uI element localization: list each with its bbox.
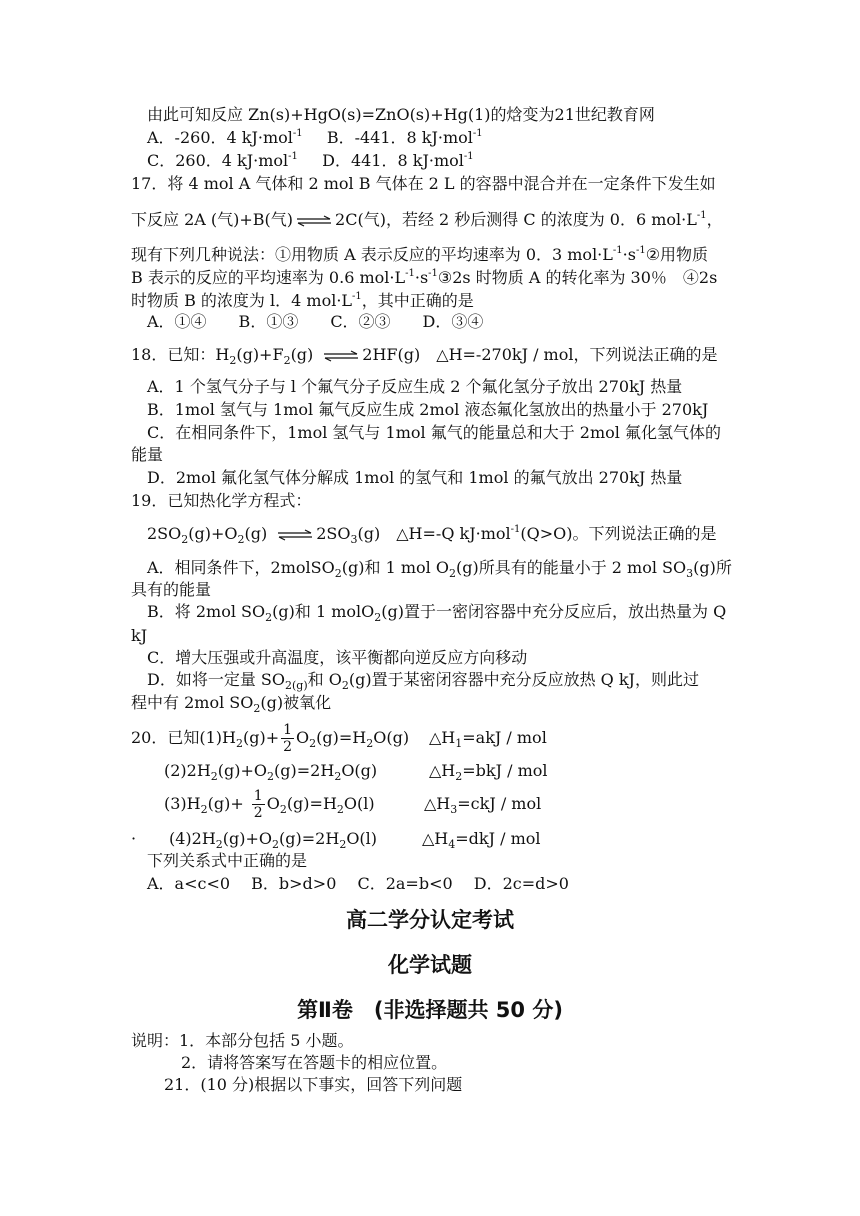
subject-title: 化学试题 xyxy=(388,953,472,977)
q17-line2: 下反应 2A (气)+B(气) 2C(气)，若经 2 秒后测得 C 的浓度为 0．6 $mol\cdot L^{-1}$， xyxy=(131,210,723,229)
q18-option-c: C．在相同条件下，1mol 氢气与 1mol 氟气的能量总和大于 2mol 氟化氢气体的 xyxy=(147,423,721,442)
equilibrium-arrow-icon xyxy=(296,215,332,227)
q18-option-b: B．1mol 氢气与 1mol 氟气反应生成 2mol 液态氟化氢放出的热量小于 270kJ xyxy=(147,400,709,419)
q20-eq2: $(2)2H_2(g)+O_2(g)=2H_2O(g)$ xyxy=(164,761,378,783)
note-1: 说明：1．本部分包括 5 小题。 xyxy=(131,1031,354,1050)
q19-option-b: B．将 2mol $SO_2(g)$和 1 molO$_2$(g)置于一密闭容器中充分反应后，放出热量为 Q xyxy=(147,602,727,624)
q17-line1: 17．将 4 mol A 气体和 2 mol B 气体在 2 L 的容器中混合并在一定条件下发生如 xyxy=(131,174,716,193)
equilibrium-arrow-icon xyxy=(277,529,313,541)
q19-equation: $2SO_2(g)+O_2(g)$ $2SO_3(g)$ △H=-Q kJ·mol$^{-1}$(Q>O)。下列说法正确的是 xyxy=(147,524,717,546)
q18-option-c-cont: 能量 xyxy=(131,445,164,464)
q16-stem: 由此可知反应 Zn(s)+HgO(s)=ZnO(s)+Hg(1)的焓变为21世纪教育网 xyxy=(147,105,655,124)
q20-eq1: 20．已知$(1)H_2(g)+$ $\frac{1}{2}$ $O_2(g)=H_2O(g)$ xyxy=(131,722,410,755)
q20-dh3: $\triangle H_3=ckJ$ / mol xyxy=(424,794,542,816)
q20-dh1: $\triangle H_1=akJ$ / mol xyxy=(429,728,547,750)
q19-option-a-cont: 具有的能量 xyxy=(131,580,212,599)
q19-option-b-cont: kJ xyxy=(131,626,148,645)
fraction-one-half: $\frac{1}{2}$ xyxy=(283,722,293,755)
exam-title: 高二学分认定考试 xyxy=(346,908,514,932)
question-21-head: 21．(10 分)根据以下事实，回答下列问题 xyxy=(164,1075,463,1094)
q17-options: A．①④ B．①③ C．②③ D．③④ xyxy=(147,312,484,331)
fraction-one-half: $\frac{1}{2}$ xyxy=(253,788,263,821)
q16-options-row2: C．260．4 kJ·mol$^{-1}$ D．441．8 kJ·mol$^{-1}$ xyxy=(147,151,474,170)
q20-ask: 下列关系式中正确的是 xyxy=(147,851,308,870)
q19-head: 19．已知热化学方程式： xyxy=(131,491,312,510)
equilibrium-arrow-icon xyxy=(323,350,359,362)
note-2: 2．请将答案写在答题卡的相应位置。 xyxy=(181,1053,448,1072)
q20-dh4: $\triangle H_4=dkJ$ / mol xyxy=(422,829,541,851)
q17-line4: B 表示的反应的平均速率为 0.6 $mol\cdot L^{-1}\cdot s^{-1}③2s$ 时物质 A 的转化率为 30％ ④2s xyxy=(131,268,718,287)
q20-dh2: $\triangle H_2=bkJ$ / mol xyxy=(429,761,548,783)
q18-option-d: D．2mol 氟化氢气体分解成 1mol 的氢气和 1mol 的氟气放出 270kJ 热量 xyxy=(147,468,683,487)
q16-options-row1: A．-260．4 kJ·mol$^{-1}$ B．-441．8 kJ·mol$^{-1}$ xyxy=(147,128,483,147)
q19-option-c: C．增大压强或升高温度，该平衡都向逆反应方向移动 xyxy=(147,648,528,667)
q17-line5: 时物质 B 的浓度为 l．4 $mol\cdot L^{-1}$，其中正确的是 xyxy=(131,291,474,310)
q20-dot: · xyxy=(131,829,137,848)
q20-eq4: $(4)2H_2(g)+O_2(g)=2H_2O(l)$ xyxy=(169,829,378,851)
q19-option-a: A．相同条件下，2molSO$_2$(g)和 1 mol $O_2(g)$所具有的能量小于 2 mol $SO_3(g)$所 xyxy=(147,558,732,580)
q20-options: A．a<c<0 B．b>d>0 C．2a=b<0 D．2c=d>0 xyxy=(147,874,569,893)
q19-option-d-cont: 程中有 2mol $SO_2(g)$被氧化 xyxy=(131,693,332,715)
section-title: 第Ⅱ卷 (非选择题共 50 分) xyxy=(297,998,563,1022)
q20-eq3: $(3)H_2(g)+$ $\frac{1}{2}$ $O_2(g)=H_2O(l)$ xyxy=(164,788,375,821)
q18-option-a: A．1 个氢气分子与 l 个氟气分子反应生成 2 个氟化氢分子放出 270kJ 热量 xyxy=(147,377,683,396)
q17-line3: 现有下列几种说法：①用物质 A 表示反应的平均速率为 0．3 $mol\cdot L^{-1}\cdot s^{-1}②$用物质 xyxy=(131,245,709,264)
q18-stem: 18．已知：$H_2(g)+F_2(g)$ 2HF(g) △H=-270kJ / mol，下列说法正确的是 xyxy=(131,345,718,367)
q19-option-d: D．如将一定量 $SO_{2(g)}$和 $O_2(g)$置于某密闭容器中充分反应放热 Q kJ，则此过 xyxy=(147,670,699,692)
